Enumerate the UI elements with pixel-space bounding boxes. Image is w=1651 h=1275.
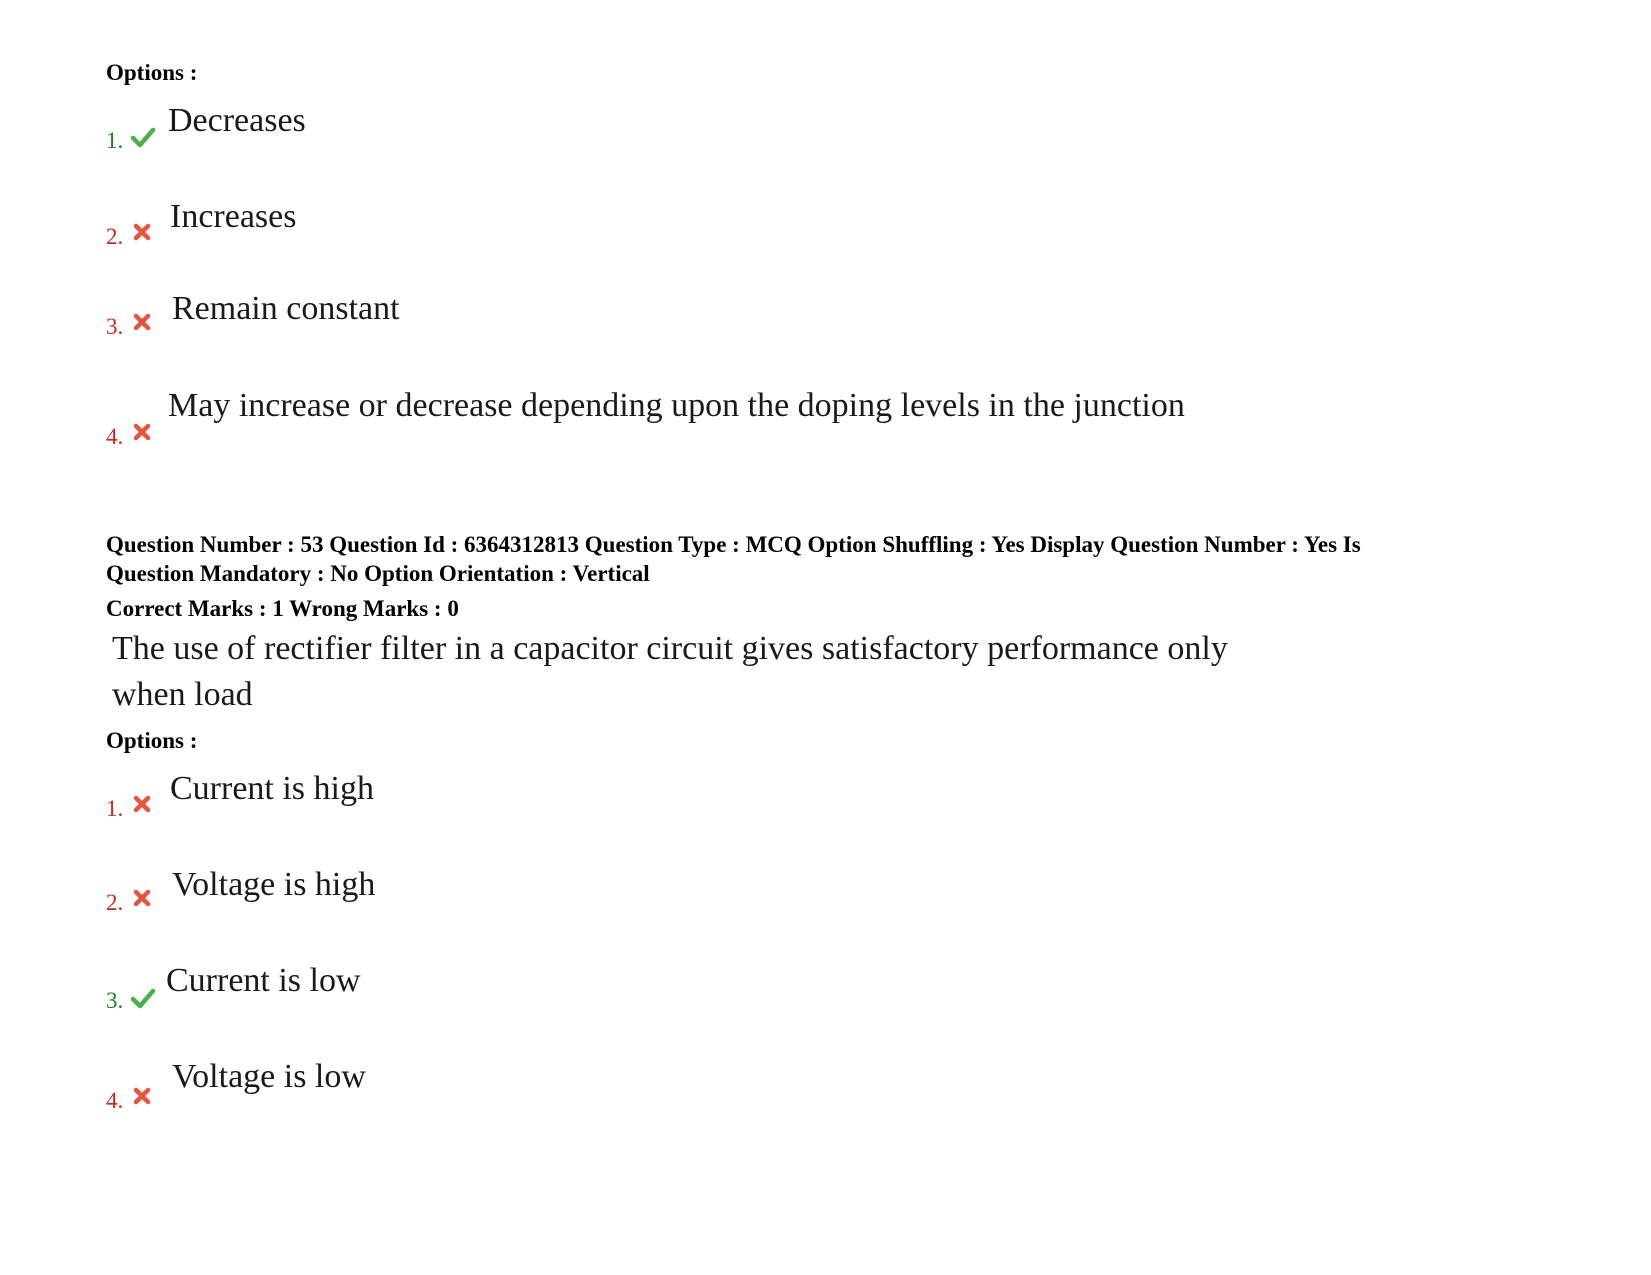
cross-icon bbox=[132, 888, 156, 912]
option-text: Remain constant bbox=[172, 290, 400, 327]
option-text: Voltage is high bbox=[172, 866, 376, 903]
question-meta-line: Question Mandatory : No Option Orientation : Vertical bbox=[106, 561, 650, 586]
question-meta-line: Question Number : 53 Question Id : 6364312813 Question Type : MCQ Option Shuffling : Yes Display Question Number : Yes Is bbox=[106, 532, 1361, 557]
cross-icon bbox=[132, 422, 156, 446]
cross-icon bbox=[132, 794, 156, 818]
option-text: Decreases bbox=[168, 102, 306, 139]
cross-icon bbox=[132, 312, 156, 336]
question-text: when load bbox=[112, 676, 253, 713]
question-marks: Correct Marks : 1 Wrong Marks : 0 bbox=[106, 596, 459, 621]
options-label: Options : bbox=[106, 728, 198, 753]
option-text: Current is high bbox=[170, 770, 374, 807]
cross-icon bbox=[132, 1086, 156, 1110]
option-number: 4. bbox=[106, 1088, 124, 1113]
option-number: 4. bbox=[106, 424, 124, 449]
option-number: 3. bbox=[106, 314, 124, 339]
option-number: 1. bbox=[106, 796, 124, 821]
option-text: May increase or decrease depending upon the doping levels in the junction bbox=[168, 387, 1185, 424]
check-icon bbox=[131, 125, 155, 149]
question-text: The use of rectifier filter in a capacitor circuit gives satisfactory performance only bbox=[112, 630, 1228, 667]
cross-icon bbox=[132, 222, 156, 246]
option-number: 3. bbox=[106, 988, 124, 1013]
option-number: 1. bbox=[106, 128, 124, 153]
options-label: Options : bbox=[106, 60, 198, 85]
option-text: Current is low bbox=[166, 962, 361, 999]
option-text: Voltage is low bbox=[172, 1058, 366, 1095]
option-text: Increases bbox=[170, 198, 297, 235]
option-number: 2. bbox=[106, 224, 124, 249]
option-number: 2. bbox=[106, 890, 124, 915]
check-icon bbox=[131, 986, 155, 1010]
